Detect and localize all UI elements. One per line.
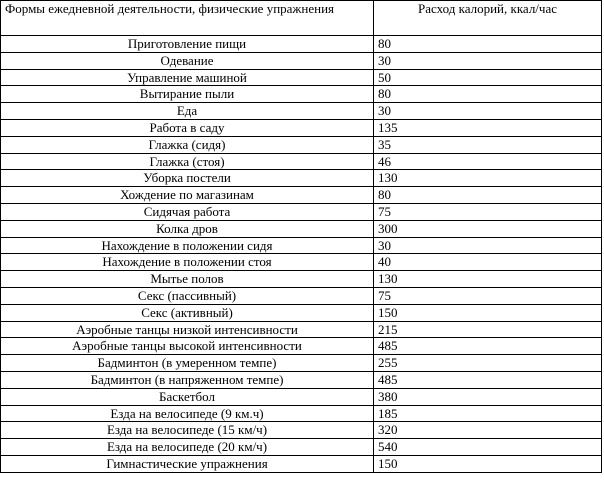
activity-cell: Работа в саду: [1, 119, 374, 136]
table-row: [1, 254, 602, 271]
calories-cell: 30: [374, 52, 602, 69]
calories-cell: 380: [374, 388, 602, 405]
calories-cell: 485: [374, 371, 602, 388]
activity-cell: Хождение по магазинам: [1, 187, 374, 204]
table-row: [1, 455, 602, 472]
header-calories: Расход калорий, ккал/час: [374, 1, 602, 36]
calories-cell: 150: [374, 455, 602, 472]
activity-cell: Сидячая работа: [1, 203, 374, 220]
activity-cell: Нахождение в положении стоя: [1, 254, 374, 271]
calories-cell: 300: [374, 220, 602, 237]
calories-cell: 130: [374, 271, 602, 288]
calories-cell: 30: [374, 237, 602, 254]
activity-cell: Мытье полов: [1, 271, 374, 288]
table-row: [1, 220, 602, 237]
table-row: [1, 422, 602, 439]
table-row: [1, 355, 602, 372]
activity-cell: Приготовление пищи: [1, 36, 374, 53]
calories-cell: 255: [374, 355, 602, 372]
table-row: [1, 321, 602, 338]
table-row: [1, 371, 602, 388]
table-row: [1, 136, 602, 153]
calories-cell: 150: [374, 304, 602, 321]
table-row: [1, 69, 602, 86]
table-row: [1, 439, 602, 456]
table-row: [1, 52, 602, 69]
table-row: [1, 36, 602, 53]
calories-cell: 215: [374, 321, 602, 338]
calories-cell: 80: [374, 36, 602, 53]
calories-cell: 50: [374, 69, 602, 86]
activity-cell: Аэробные танцы высокой интенсивности: [1, 338, 374, 355]
activity-cell: Колка дров: [1, 220, 374, 237]
calories-cell: 80: [374, 86, 602, 103]
calories-cell: 130: [374, 170, 602, 187]
calories-cell: 485: [374, 338, 602, 355]
calories-cell: 80: [374, 187, 602, 204]
calories-cell: 30: [374, 103, 602, 120]
activity-cell: Управление машиной: [1, 69, 374, 86]
table-row: [1, 203, 602, 220]
calories-cell: 75: [374, 203, 602, 220]
table-row: [1, 119, 602, 136]
activity-cell: Гимнастические упражнения: [1, 455, 374, 472]
table-row: [1, 271, 602, 288]
calories-cell: 320: [374, 422, 602, 439]
calories-cell: 40: [374, 254, 602, 271]
table-row: [1, 405, 602, 422]
activity-cell: Баскетбол: [1, 388, 374, 405]
activity-cell: Секс (активный): [1, 304, 374, 321]
calories-cell: 540: [374, 439, 602, 456]
activity-cell: Бадминтон (в напряженном темпе): [1, 371, 374, 388]
table-row: [1, 237, 602, 254]
table-row: [1, 170, 602, 187]
activity-cell: Вытирание пыли: [1, 86, 374, 103]
activity-cell: Уборка постели: [1, 170, 374, 187]
activity-cell: Глажка (стоя): [1, 153, 374, 170]
table-row: [1, 187, 602, 204]
activity-cell: Езда на велосипеде (15 км/ч): [1, 422, 374, 439]
activity-cell: Аэробные танцы низкой интенсивности: [1, 321, 374, 338]
table-row: [1, 388, 602, 405]
calories-cell: 135: [374, 119, 602, 136]
activity-cell: Одевание: [1, 52, 374, 69]
activity-cell: Секс (пассивный): [1, 287, 374, 304]
table-row: [1, 338, 602, 355]
activity-cell: Езда на велосипеде (20 км/ч): [1, 439, 374, 456]
activity-cell: Бадминтон (в умеренном темпе): [1, 355, 374, 372]
activity-cell: Езда на велосипеде (9 км.ч): [1, 405, 374, 422]
calories-cell: 46: [374, 153, 602, 170]
table-row: [1, 287, 602, 304]
header-activity: Формы ежедневной деятельности, физические упражнения: [1, 1, 374, 36]
table-header-row: [1, 1, 602, 36]
table-row: [1, 304, 602, 321]
calories-cell: 35: [374, 136, 602, 153]
calories-cell: 75: [374, 287, 602, 304]
table-row: [1, 103, 602, 120]
activity-cell: Нахождение в положении сидя: [1, 237, 374, 254]
table-body: [1, 36, 602, 473]
activity-cell: Еда: [1, 103, 374, 120]
calories-cell: 185: [374, 405, 602, 422]
table-row: [1, 153, 602, 170]
activity-cell: Глажка (сидя): [1, 136, 374, 153]
table-row: [1, 86, 602, 103]
